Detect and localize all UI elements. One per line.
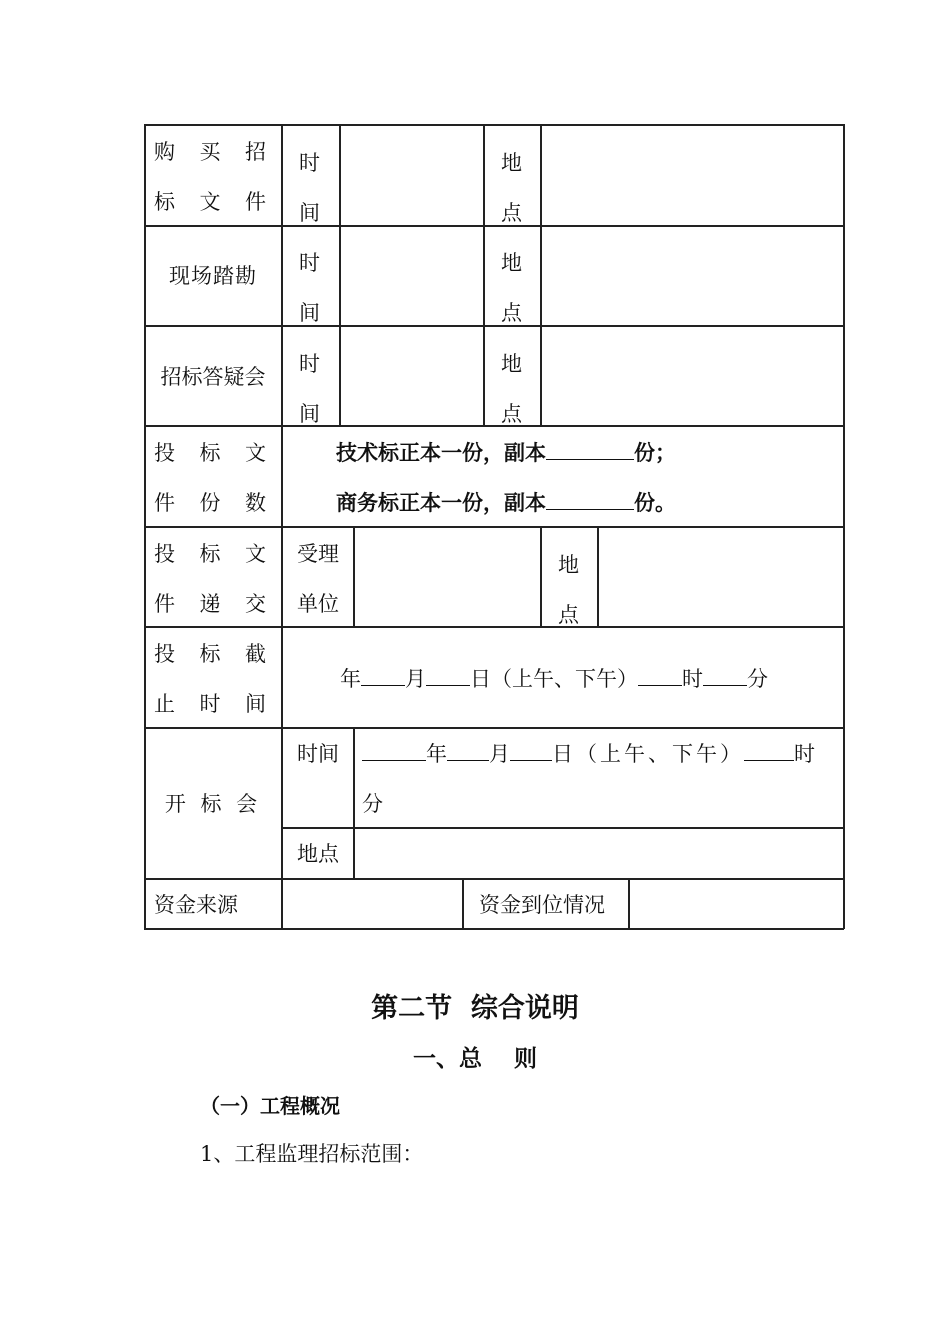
table-rule <box>144 325 844 327</box>
place-label: 地点 <box>501 251 522 325</box>
label-char: 标 <box>199 542 221 566</box>
time-label: 时间 <box>297 742 339 766</box>
label-char: 数 <box>245 491 266 515</box>
table-border <box>144 928 844 930</box>
label-char: 文 <box>245 542 266 566</box>
table-rule <box>353 526 355 627</box>
minute-label: 分 <box>747 667 768 691</box>
business-copies-text: 商务标正本一份，副本 <box>336 491 546 515</box>
technical-copies-text: 技术标正本一份，副本 <box>336 441 546 465</box>
table-rule <box>339 124 341 426</box>
section-title: 第二节 综合说明 <box>371 993 579 1024</box>
label-char: 份 <box>199 491 221 515</box>
year-label: 年 <box>340 667 361 691</box>
row-label-deadline-line1 <box>154 640 266 668</box>
label-char: 件 <box>154 491 175 515</box>
place-label: 地点 <box>501 352 522 426</box>
receiver-label-line2: 单位 <box>297 592 339 616</box>
business-copies-line <box>336 489 676 517</box>
label-char: 招 <box>245 140 266 164</box>
funding-source-label: 资金来源 <box>154 893 238 917</box>
subsection-heading: （一）工程概况 <box>200 1094 340 1118</box>
opening-datetime <box>362 740 815 768</box>
label-char: 买 <box>199 140 221 164</box>
table-rule <box>540 526 542 627</box>
label-char: 投 <box>154 642 175 666</box>
row-label-purchase-docs-line1 <box>154 138 266 166</box>
technical-copies-unit: 份； <box>634 441 676 465</box>
row-label-copies-line2 <box>154 489 266 517</box>
receiver-label-line1: 受理 <box>297 542 339 566</box>
day-blank[interactable] <box>426 665 470 686</box>
table-rule <box>540 124 542 426</box>
table-rule <box>144 626 844 628</box>
hour-blank[interactable] <box>638 665 682 686</box>
table-rule <box>144 526 844 528</box>
table-rule <box>462 878 464 929</box>
row-label-submission-line2 <box>154 590 266 618</box>
month-label: 月 <box>489 742 510 766</box>
section-subtitle: 一、总 则 <box>412 1046 538 1072</box>
day-am-pm-label: 日（上午、下午） <box>552 742 744 766</box>
table-border <box>144 124 844 126</box>
month-blank[interactable] <box>447 740 489 761</box>
year-label: 年 <box>426 742 447 766</box>
time-label: 时间 <box>299 151 320 225</box>
table-rule <box>597 526 599 627</box>
technical-copies-blank[interactable] <box>546 439 634 460</box>
year-blank[interactable] <box>362 740 426 761</box>
business-copies-unit: 份。 <box>634 491 676 515</box>
table-rule <box>282 827 844 829</box>
label-char: 投 <box>154 542 175 566</box>
table-rule <box>144 225 844 227</box>
table-border <box>843 124 845 929</box>
label-char: 止 <box>154 692 175 716</box>
day-am-pm-label: 日（上午、下午） <box>470 667 638 691</box>
label-char: 标 <box>199 642 221 666</box>
label-char: 件 <box>245 190 266 214</box>
time-label: 时间 <box>299 251 320 325</box>
table-rule <box>483 124 485 426</box>
hour-label: 时 <box>794 742 815 766</box>
place-label: 地点 <box>501 151 522 225</box>
paragraph-item: 1、工程监理招标范围： <box>200 1142 424 1166</box>
row-label-submission-line1 <box>154 540 266 568</box>
table-rule <box>144 727 844 729</box>
place-label: 地点 <box>558 553 579 627</box>
business-copies-blank[interactable] <box>546 489 634 510</box>
label-char: 标 <box>154 190 175 214</box>
label-char: 间 <box>245 692 266 716</box>
label-char: 购 <box>154 140 175 164</box>
row-label-site-visit: 现场踏勘 <box>169 264 257 288</box>
label-char: 文 <box>199 190 221 214</box>
row-label-bid-opening: 开 标 会 <box>164 792 262 816</box>
label-char: 截 <box>245 642 266 666</box>
row-label-copies-line1 <box>154 439 266 467</box>
row-label-deadline-line2 <box>154 690 266 718</box>
minute-blank[interactable] <box>703 665 747 686</box>
table-rule <box>353 727 355 879</box>
month-blank[interactable] <box>361 665 405 686</box>
label-char: 件 <box>154 592 175 616</box>
table-rule <box>144 425 844 427</box>
label-char: 递 <box>199 592 221 616</box>
label-char: 文 <box>245 441 266 465</box>
hour-label: 时 <box>682 667 703 691</box>
hour-blank[interactable] <box>744 740 794 761</box>
deadline-datetime <box>340 665 768 693</box>
time-label: 时间 <box>299 352 320 426</box>
label-char: 时 <box>199 692 221 716</box>
technical-copies-line <box>336 439 676 467</box>
label-char: 投 <box>154 441 175 465</box>
row-label-q-and-a: 招标答疑会 <box>160 365 266 389</box>
minute-label: 分 <box>362 792 383 816</box>
row-label-purchase-docs-line2 <box>154 188 266 216</box>
table-rule <box>144 878 844 880</box>
label-char: 标 <box>199 441 221 465</box>
day-blank[interactable] <box>510 740 552 761</box>
funding-status-label: 资金到位情况 <box>479 893 605 917</box>
label-char: 交 <box>245 592 266 616</box>
place-label: 地点 <box>297 842 339 866</box>
month-label: 月 <box>405 667 426 691</box>
table-rule <box>628 878 630 929</box>
